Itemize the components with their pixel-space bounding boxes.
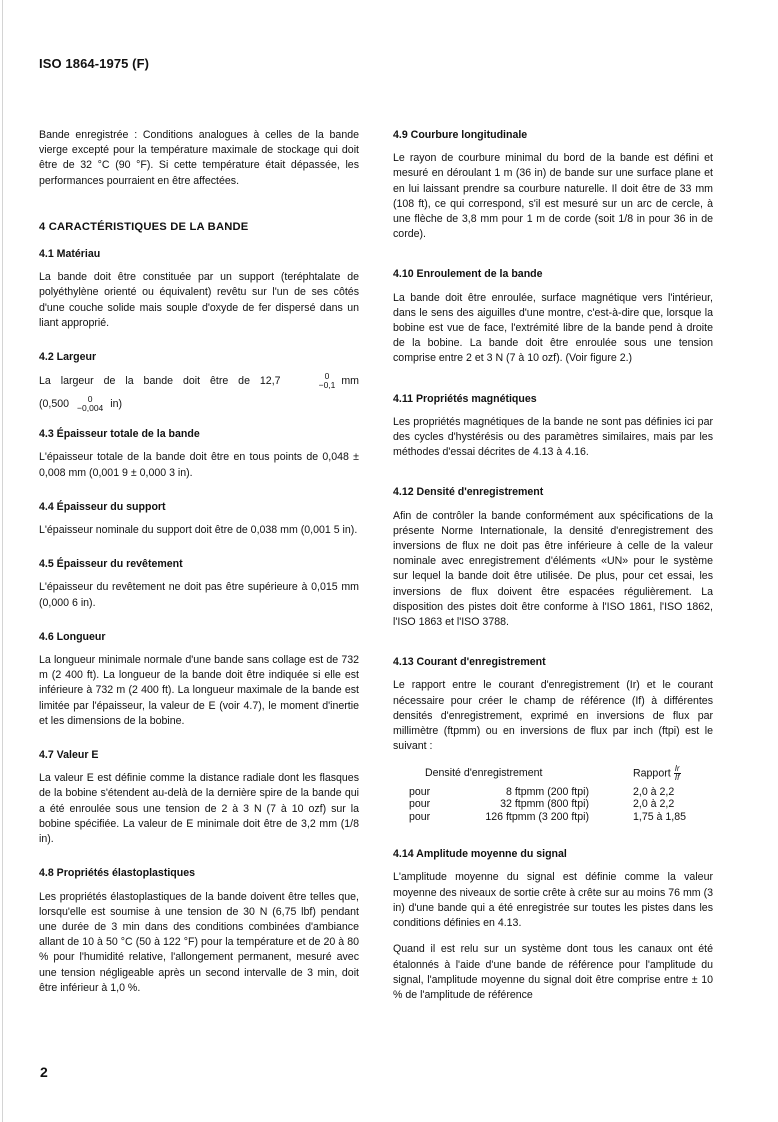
section-4-5-body: L'épaisseur du revêtement ne doit pas être supérieure à 0,015 mm (0,000 6 in). <box>39 581 359 609</box>
section-4-12-body: Afin de contrôler la bande conformément aux spécifications de la présente Norme Internationale, la densité d'enregistrement des inversions de flux ne doit pas être inférieure à celle de la valeur nominale avec enregistrement d'éléments «UN» pour le système sur lequel la bande doit être utilisée. De plus, pour cet essai, les inversions de flux doivent être espacées régulièrement. La disposition des pistes doit être conforme à l'ISO 1861, l'ISO 1862, l'ISO 1863 et l'ISO 3788. <box>393 509 713 629</box>
section-4-4-body: L'épaisseur nominale du support doit être de 0,038 mm (0,001 5 in). <box>39 524 358 537</box>
section-4-3-title: 4.3 Épaisseur totale de la bande <box>39 428 200 441</box>
table-row: pour 32 ftpmm (800 ftpi) 2,0 à 2,2 <box>409 798 675 811</box>
section-4-12-title: 4.12 Densité d'enregistrement <box>393 486 544 499</box>
width-tolerance-in: 0 −0,004 <box>77 394 104 414</box>
section-4-11-title: 4.11 Propriétés magnétiques <box>393 392 537 405</box>
table-row: pour 126 ftpmm (3 200 ftpi) 1,75 à 1,85 <box>409 810 687 823</box>
section-4-9-body: Le rayon de courbure minimal du bord de la bande est défini et mesuré en déroulant 1 m (36 in) de bande sur une surface plane et en lui laissant prendre sa courbure naturelle. Il doit être de 33 mm (108 ft), ce qui correspond, s'il est mesuré sur un arc de cercle, à une flèche de 3,8 mm pour 1 m de corde (soit 1/8 in pour 36 in de corde). <box>393 152 713 241</box>
section-4-11-body: Les propriétés magnétiques de la bande ne sont pas définies ici par des cycles d'hystérésis ou des paramètres similaires, mais par les méthodes d'essai décrites de 4.13 à 4.16. <box>393 415 713 459</box>
right-column <box>393 128 713 1003</box>
section-4-2-title: 4.2 Largeur <box>39 351 97 364</box>
intro-paragraph: Bande enregistrée : Conditions analogues à celles de la bande vierge excepté pour la température maximale de stockage qui doit être de 32 °C (90 °F). Si cette température était dépassée, les performances pourraient en être affectées. <box>39 129 359 187</box>
ratio-fraction: $\frac{Ir}{If}$ <box>674 763 680 782</box>
density-table-header <box>409 765 686 786</box>
section-4-5-title: 4.5 Épaisseur du revêtement <box>39 558 183 571</box>
section-4-7-body: La valeur E est définie comme la distance radiale dont les flasques de la bobine s'étendent au-delà de la dernière spire de la bande qui a été enroulée sous une tension de 2 à 3 N (7 à 10 ozf) sur la bobine spécifiée. La valeur de E minimale doit être de 3,2 mm (1/8 in). <box>39 772 359 846</box>
section-4-2-line1 <box>39 371 359 391</box>
left-column <box>39 128 359 996</box>
section-4-6-body: La longueur minimale normale d'une bande sans collage est de 732 m (2 400 ft). La longueur de la bande doit être indiquée si elle est inférieure à 732 m (2 400 ft). La longueur maximale de la bande est limitée par l'épaisseur, la valeur de E (voir 4.7), le moment d'inertie et les dimensions de la bobine. <box>39 654 359 727</box>
section-4-13-body: Le rapport entre le courant d'enregistrement (Ir) et le courant nécessaire pour créer le champ de référence (If) à différentes densités d'enregistrement, exprimé en inversions de flux par millimètre (ftpmm) ou en inversions de flux par inch (ftpi) est le suivant : <box>393 679 713 753</box>
width-text: La largeur de la bande doit être de 12,7 <box>39 374 281 387</box>
chapter-heading: 4 CARACTÉRISTIQUES DE LA BANDE <box>39 220 249 233</box>
section-4-1-body: La bande doit être constituée par un support (teréphtalate de polyéthylène orienté ou équivalent) revêtu sur l'un de ses côtés d'une couche solide mais souple d'oxyde de fer dispersé dans un liant approprié. <box>39 271 359 329</box>
section-4-10-title: 4.10 Enroulement de la bande <box>393 268 543 281</box>
ratio-column-header: Rapport $\frac{Ir}{If}$ <box>633 763 680 782</box>
section-4-4-title: 4.4 Épaisseur du support <box>39 500 166 513</box>
section-4-8-title: 4.8 Propriétés élastoplastiques <box>39 867 196 880</box>
document-header: ISO 1864-1975 (F) <box>39 56 150 71</box>
density-table <box>409 765 686 824</box>
section-4-13-title: 4.13 Courant d'enregistrement <box>393 656 546 669</box>
section-4-14-title: 4.14 Amplitude moyenne du signal <box>393 848 567 861</box>
section-4-14-body-2: Quand il est relu sur un système dont tous les canaux ont été étalonnés à l'aide d'une bande de référence pour l'amplitude du signal, l'amplitude moyenne du signal doit être comprise entre ± 10 % de l'amplitude de référence <box>393 943 713 1001</box>
page-number: 2 <box>40 1064 48 1080</box>
section-4-2-line2: (0,500 0 −0,004 in) <box>39 394 123 414</box>
scan-edge-line <box>2 0 3 1122</box>
density-column-header: Densité d'enregistrement <box>425 767 543 779</box>
section-4-14-body-1: L'amplitude moyenne du signal est définie comme la valeur moyenne des niveaux de sortie crête à crête sur au moins 76 mm (3 in) d'une bande qui a été enregistrée sur toutes les pistes dans les conditions définies en 4.13. <box>393 871 713 930</box>
width-tolerance-mm: 0 −0,1 <box>318 371 336 391</box>
section-4-7-title: 4.7 Valeur E <box>39 749 99 762</box>
section-4-1-title: 4.1 Matériau <box>39 248 101 261</box>
section-4-3-body: L'épaisseur totale de la bande doit être en tous points de 0,048 ± 0,008 mm (0,001 9 ± 0,000 3 in). <box>39 451 359 479</box>
section-4-6-title: 4.6 Longueur <box>39 630 106 643</box>
section-4-8-body: Les propriétés élastoplastiques de la bande doivent être telles que, lorsqu'elle est soumise à une tension de 30 N (6,75 lbf) pendant une durée de 3 min dans des conditions combinées d'ambiance allant de 10 à 50 °C (50 à 122 °F) pour la température et de 20 à 80 % pour l'humidité relative, l'allongement permanent, mesuré avec une tension négligeable après un second intervalle de 3 min, doit être inférieur à 1,0 %. <box>39 890 359 994</box>
section-4-9-title: 4.9 Courbure longitudinale <box>393 129 528 141</box>
section-4-10-body: La bande doit être enroulée, surface magnétique vers l'intérieur, dans le sens des aiguilles d'une montre, c'est-à-dire que, lorsque la bobine est vue de face, l'extrémité libre de la bande pend à droite de la bobine. La bande doit être enroulée sous une tension comprise entre 2 et 3 N (7 à 10 ozf). (Voir figure 2.) <box>393 291 713 365</box>
width-unit-mm: mm <box>341 375 359 388</box>
table-row: pour 8 ftpmm (200 ftpi) 2,0 à 2,2 <box>409 785 675 798</box>
